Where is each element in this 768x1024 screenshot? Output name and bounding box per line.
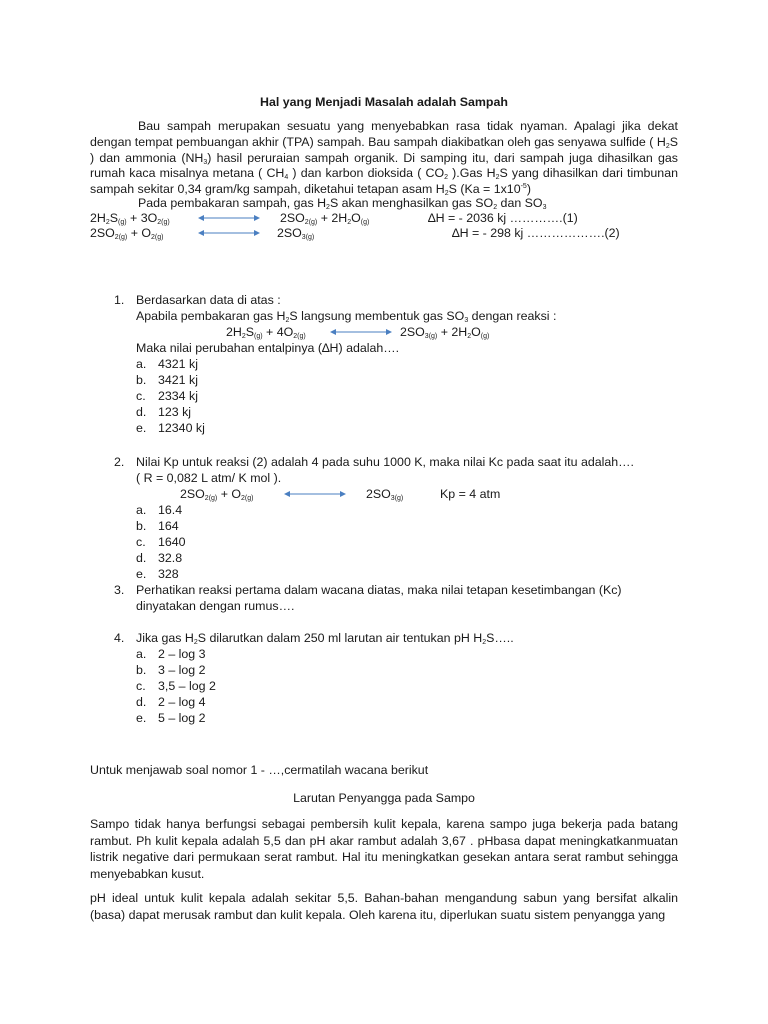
option-letter: c. — [136, 535, 146, 549]
equilibrium-arrow-icon — [330, 328, 392, 336]
question-1-number: 1. — [114, 293, 125, 307]
document-title: Hal yang Menjadi Masalah adalah Sampah — [260, 95, 508, 109]
option-text: 2 – log 4 — [158, 695, 206, 709]
option-letter: b. — [136, 519, 147, 533]
option-letter: e. — [136, 711, 147, 725]
question-1-reactants: $2H_2S_{(g)} + 4O_{2(g)}$ — [226, 325, 306, 340]
reaction-2-enthalpy: ∆H = - 298 kj ……………….(2) — [452, 226, 620, 240]
option-text: 164 — [158, 519, 179, 533]
option-letter: b. — [136, 373, 147, 387]
question-2-line2: ( R = 0,082 L atm/ K mol ). — [136, 471, 282, 485]
question-1-line1: Berdasarkan data di atas : — [136, 293, 281, 307]
question-1-line2: Apabila pembakaran gas $H_2S$ langsung membentuk gas $SO_3$ dengan reaksi : — [136, 309, 557, 324]
question-2-reactants: $2SO_{2(g)} + O_{2(g)}$ — [180, 487, 254, 502]
combustion-sentence: Pada pembakaran sampah, gas $H_2S$ akan menghasilkan gas $SO_2$ dan $SO_3$ — [138, 196, 547, 211]
shampoo-paragraph-1: Sampo tidak hanya berfungsi sebagai pembersih kulit kepala, karena sampo juga bekerja pada batang rambut. Ph kulit kepala adalah 5,5 dan pH akar rambut adalah 3,67 . pHbasa dapat meningkatkanmuatan listrik negative dari permukaan serat rambut. Hal itu meningkatkan gesekan antara serat rambut sehingga menyebabkan kusut. — [90, 817, 678, 881]
option-text: 3421 kj — [158, 373, 198, 387]
section-instruction: Untuk menjawab soal nomor 1 - …,cermatilah wacana berikut — [90, 763, 429, 777]
equilibrium-arrow-icon — [198, 214, 260, 222]
option-text: 328 — [158, 567, 179, 581]
option-text: 16.4 — [158, 503, 183, 517]
option-letter: a. — [136, 647, 147, 661]
question-1-products: $2SO_{3(g)} + 2H_2O_{(g)}$ — [400, 325, 490, 340]
question-3-line2: dinyatakan dengan rumus…. — [136, 599, 295, 613]
option-text: 3,5 – log 2 — [158, 679, 216, 693]
option-letter: b. — [136, 663, 147, 677]
option-text: 12340 kj — [158, 421, 205, 435]
option-text: 2 – log 3 — [158, 647, 206, 661]
question-2-line1: Nilai Kp untuk reaksi (2) adalah 4 pada suhu 1000 K, maka nilai Kc pada saat itu adalah…. — [136, 455, 634, 469]
question-4-line1: Jika gas $H_2S$ dilarutkan dalam 250 ml larutan air tentukan pH $H_2S\dots$.. — [136, 631, 514, 646]
option-letter: e. — [136, 421, 147, 435]
section-title: Larutan Penyangga pada Sampo — [293, 791, 475, 805]
option-text: 2334 kj — [158, 389, 198, 403]
question-1-line3: Maka nilai perubahan entalpinya (∆H) adalah…. — [136, 341, 400, 355]
intro-paragraph: Bau sampah merupakan sesuatu yang menyebabkan rasa tidak nyaman. Apalagi jika dekat dengan tempat pembuangan akhir (TPA) sampah. Bau sampah diakibatkan oleh gas senyawa sulfide ( $H_2S$ ) dan ammonia $(NH_3)$ hasil peruraian sampah organik. Di samping itu, dari sampah juga dihasilkan gas rumah kaca misalnya metana ( $CH_4$ ) dan karbon dioksida ( $CO_2$ ).Gas $H_2S$ yang dihasilkan dari timbunan sampah sekitar 0,34 gram/kg sampah, diketahui tetapan asam $H_2S$ $(Ka = 1x10^{-5})$ — [90, 119, 678, 198]
option-text: 1640 — [158, 535, 186, 549]
question-4-number: 4. — [114, 631, 125, 645]
reaction-1-reactants: $2H_2S_{(g)} + 3O_{2(g)}$ — [90, 211, 170, 226]
option-letter: c. — [136, 679, 146, 693]
reaction-2-reactants: $2SO_{2(g)} + O_{2(g)}$ — [90, 226, 164, 241]
option-letter: a. — [136, 357, 147, 371]
question-2-kp: Kp = 4 atm — [440, 487, 501, 501]
equilibrium-arrow-icon — [198, 229, 260, 237]
reaction-1-enthalpy: ∆H = - 2036 kj ………….(1) — [428, 211, 578, 225]
option-text: 5 – log 2 — [158, 711, 206, 725]
reaction-1-products: $2SO_{2(g)} + 2H_2O_{(g)}$ — [280, 211, 370, 226]
shampoo-paragraph-2: pH ideal untuk kulit kepala adalah sekitar 5,5. Bahan-bahan mengandung sabun yang bersifat alkalin (basa) dapat merusak rambut dan kulit kepala. Oleh karena itu, diperlukan suatu sistem penyangga yang — [90, 891, 678, 922]
option-letter: a. — [136, 503, 147, 517]
option-letter: e. — [136, 567, 147, 581]
question-2-products: $2SO_{3(g)}$ — [366, 487, 404, 502]
option-letter: d. — [136, 405, 147, 419]
question-2-number: 2. — [114, 455, 125, 469]
option-letter: c. — [136, 389, 146, 403]
option-text: 4321 kj — [158, 357, 198, 371]
equilibrium-arrow-icon — [284, 490, 346, 498]
question-3-number: 3. — [114, 583, 125, 597]
option-letter: d. — [136, 551, 147, 565]
option-text: 123 kj — [158, 405, 192, 419]
reaction-2-products: $2SO_{3(g)}$ — [277, 226, 315, 241]
question-3-line1: Perhatikan reaksi pertama dalam wacana diatas, maka nilai tetapan kesetimbangan (Kc) — [136, 583, 622, 597]
option-text: 32.8 — [158, 551, 183, 565]
option-letter: d. — [136, 695, 147, 709]
option-text: 3 – log 2 — [158, 663, 206, 677]
